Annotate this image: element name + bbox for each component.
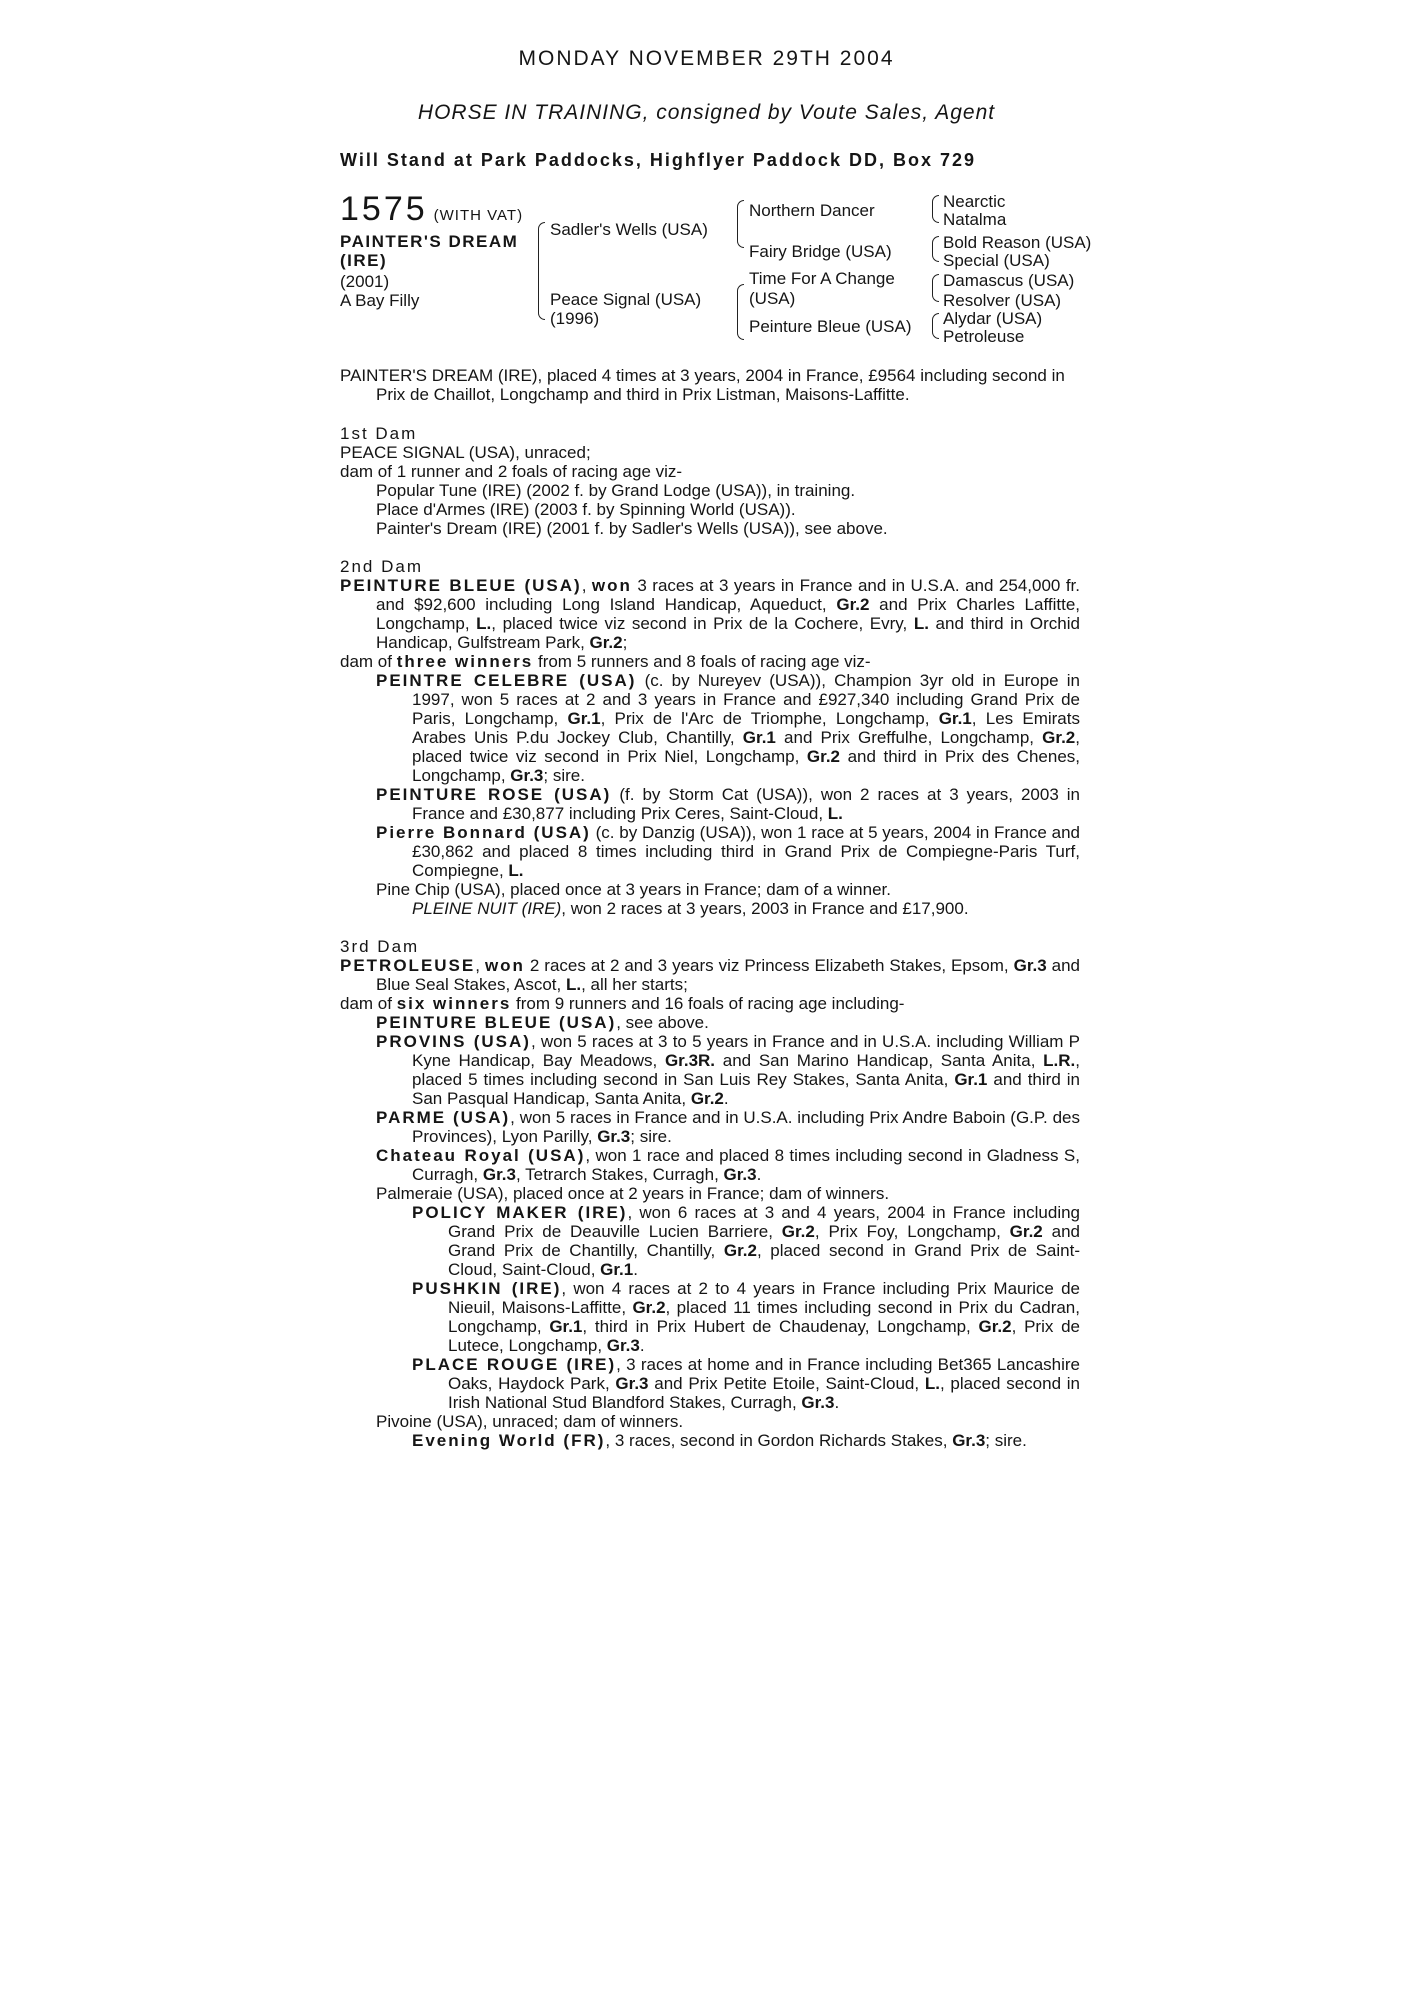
pedigree-sss: Nearctic — [943, 192, 1006, 211]
produce-item: Pivoine (USA), unraced; dam of winners. — [376, 1412, 684, 1431]
horse-year-desc — [340, 272, 419, 310]
third-dam-produce-intro: dam of six winners from 9 runners and 16 foals of racing age including- — [340, 994, 905, 1013]
produce-item: Painter's Dream (IRE) (2001 f. by Sadler's Wells (USA)), see above. — [376, 519, 888, 538]
stand-location: Will Stand at Park Paddocks, Highflyer Paddock DD, Box 729 — [340, 150, 976, 170]
pedigree-dds: Alydar (USA) — [943, 309, 1043, 328]
produce-subitem: PLEINE NUIT (IRE), won 2 races at 3 years, 2003 in France and £17,900. — [412, 899, 969, 918]
produce-item: PROVINS (USA), won 5 races at 3 to 5 years in France and in U.S.A. including William P Kyne Handicap, Bay Meadows, Gr.3R. and San Marino Handicap, Santa Anita, L.R., placed 5 times including second in San Luis Rey Stakes, Santa Anita, Gr.1 and third in San Pasqual Handicap, Santa Anita, Gr.2. — [376, 1032, 1080, 1108]
produce-item: Palmeraie (USA), placed once at 2 years in France; dam of winners. — [376, 1184, 890, 1203]
second-dam-record: PEINTURE BLEUE (USA), won 3 races at 3 years in France and in U.S.A. and 254,000 fr. and $92,600 including Long Island Handicap, Aqueduct, Gr.2 and Prix Charles Laffitte, Longchamp, L., placed twice viz second in Prix de la Cochere, Evry, L. and third in Orchid Handicap, Gulfstream Park, Gr.2; — [340, 576, 1080, 652]
third-dam-section — [340, 937, 1080, 1450]
first-dam-section — [340, 424, 1080, 538]
pedigree-dam-year: (1996) — [550, 309, 600, 328]
pedigree-sdd: Special (USA) — [943, 251, 1050, 270]
sale-date: MONDAY NOVEMBER 29TH 2004 — [518, 47, 895, 70]
produce-item: Popular Tune (IRE) (2002 f. by Grand Lodge (USA)), in training. — [376, 481, 856, 500]
produce-item: PARME (USA), won 5 races in France and in U.S.A. including Prix Andre Baboin (G.P. des Provinces), Lyon Parilly, Gr.3; sire. — [376, 1108, 1081, 1146]
brace-dd — [932, 313, 939, 339]
produce-subitem: POLICY MAKER (IRE), won 6 races at 3 and 4 years, 2004 in France including Grand Prix de Deauville Lucien Barriere, Gr.2, Prix Foy, Longchamp, Gr.2 and Grand Prix de Chantilly, Chantilly, Gr.2, placed second in Grand Prix de Saint-Cloud, Saint-Cloud, Gr.1. — [412, 1203, 1081, 1279]
brace-sd — [932, 236, 939, 262]
produce-item: PEINTRE CELEBRE (USA) (c. by Nureyev (USA)), Champion 3yr old in Europe in 1997, won 5 races at 2 and 3 years in France and £927,340 including Grand Prix de Paris, Longchamp, Gr.1, Prix de l'Arc de Triomphe, Longchamp, Gr.1, Les Emirats Arabes Unis P.du Jockey Club, Chantilly, Gr.1 and Prix Greffulhe, Longchamp, Gr.2, placed twice viz second in Prix Niel, Longchamp, Gr.2 and third in Prix des Chenes, Longchamp, Gr.3; sire. — [376, 671, 1080, 785]
pedigree-ddd: Petroleuse — [943, 327, 1025, 346]
produce-item: Chateau Royal (USA), won 1 race and placed 8 times including second in Gladness S, Curragh, Gr.3, Tetrarch Stakes, Curragh, Gr.3. — [376, 1146, 1080, 1184]
first-dam-produce-intro: dam of 1 runner and 2 foals of racing age viz- — [340, 462, 683, 481]
brace-ss — [932, 195, 939, 223]
third-dam-heading: 3rd Dam — [340, 937, 420, 956]
summary-section — [340, 366, 1080, 404]
pedigree-sire-dam: Fairy Bridge (USA) — [749, 242, 892, 261]
consignment-line: HORSE IN TRAINING, consigned by Voute Sales, Agent — [417, 101, 996, 124]
produce-subitem: Evening World (FR), 3 races, second in Gordon Richards Stakes, Gr.3; sire. — [412, 1431, 1027, 1450]
summary-text: PAINTER'S DREAM (IRE), placed 4 times at 3 years, 2004 in France, £9564 including second in Prix de Chaillot, Longchamp and third in Prix Listman, Maisons-Laffitte. — [340, 366, 1065, 404]
lot-vat: (WITH VAT) — [433, 207, 524, 224]
second-dam-produce-intro: dam of three winners from 5 runners and 8 foals of racing age viz- — [340, 652, 871, 671]
second-dam-section — [340, 557, 1080, 918]
pedigree-sds: Bold Reason (USA) — [943, 233, 1092, 252]
first-dam-name: PEACE SIGNAL (USA), unraced; — [340, 443, 591, 462]
pedigree-dam-sire-1: Time For A Change — [749, 269, 895, 288]
produce-item: PEINTURE BLEUE (USA), see above. — [376, 1013, 709, 1032]
third-dam-record: PETROLEUSE, won 2 races at 2 and 3 years viz Princess Elizabeth Stakes, Epsom, Gr.3 and Blue Seal Stakes, Ascot, L., all her starts; — [340, 956, 1081, 994]
pedigree-dam: Peace Signal (USA) — [550, 290, 702, 309]
horse-year: (2001) — [340, 272, 390, 291]
produce-subitem: PLACE ROUGE (IRE), 3 races at home and in France including Bet365 Lancashire Oaks, Haydock Park, Gr.3 and Prix Petite Etoile, Saint-Cloud, L., placed second in Irish National Stud Blandford Stakes, Curragh, Gr.3. — [412, 1355, 1081, 1412]
horse-description: A Bay Filly — [340, 291, 420, 310]
lot-number: 1575 — [340, 190, 428, 228]
pedigree-ssd: Natalma — [943, 210, 1007, 229]
brace-ds — [932, 274, 939, 302]
first-dam-heading: 1st Dam — [340, 424, 418, 443]
brace-dam-parents — [737, 284, 744, 340]
pedigree-sire-sire: Northern Dancer — [749, 201, 875, 220]
pedigree-dam-dam: Peinture Bleue (USA) — [749, 317, 912, 336]
pedigree-sire: Sadler's Wells (USA) — [550, 220, 708, 239]
pedigree-dsd: Resolver (USA) — [943, 291, 1062, 310]
horse-name: PAINTER'S DREAM (IRE) — [340, 232, 519, 270]
pedigree-dam-sire-2: (USA) — [749, 289, 796, 308]
brace-sire-parents — [737, 200, 744, 248]
lot-header — [340, 190, 523, 229]
produce-item: Pierre Bonnard (USA) (c. by Danzig (USA)), won 1 race at 5 years, 2004 in France and £30,862 and placed 8 times including third in Grand Prix de Compiegne-Paris Turf, Compiegne, L. — [376, 823, 1080, 880]
produce-subitem: PUSHKIN (IRE), won 4 races at 2 to 4 years in France including Prix Maurice de Nieuil, Maisons-Laffitte, Gr.2, placed 11 times including second in Prix du Cadran, Longchamp, Gr.1, third in Prix Hubert de Chaudenay, Longchamp, Gr.2, Prix de Lutece, Longchamp, Gr.3. — [412, 1279, 1081, 1355]
second-dam-heading: 2nd Dam — [340, 557, 423, 576]
brace-sire-dam — [538, 222, 545, 320]
produce-item: Place d'Armes (IRE) (2003 f. by Spinning World (USA)). — [376, 500, 796, 519]
produce-item: Pine Chip (USA), placed once at 3 years in France; dam of a winner. — [376, 880, 891, 899]
produce-item: PEINTURE ROSE (USA) (f. by Storm Cat (USA)), won 2 races at 3 years, 2003 in France and £30,877 including Prix Ceres, Saint-Cloud, L. — [376, 785, 1080, 823]
pedigree-dss: Damascus (USA) — [943, 271, 1075, 290]
